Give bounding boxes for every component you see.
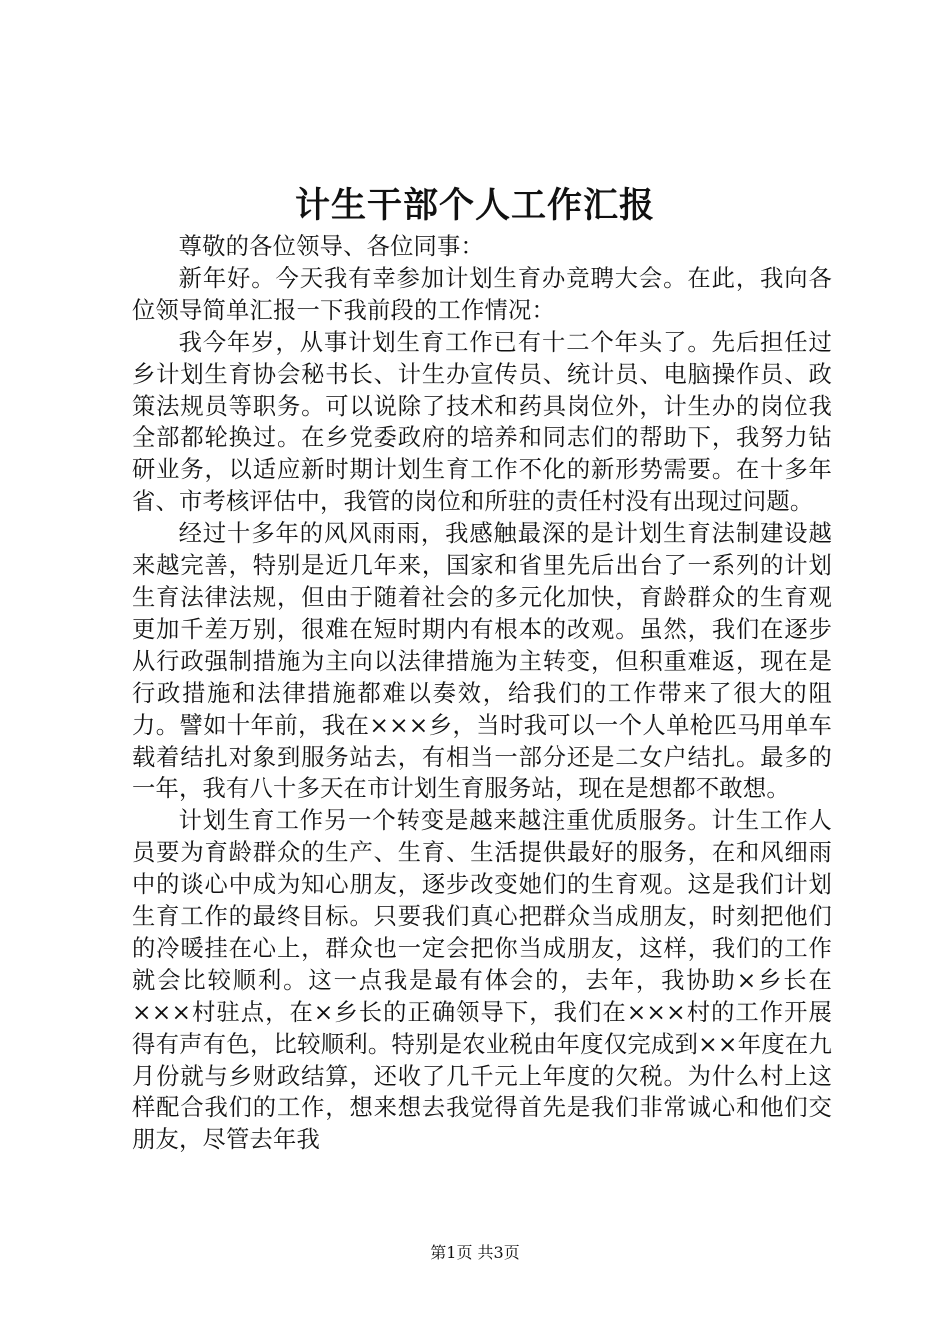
paragraph-salutation: 尊敬的各位领导、各位同事： [178,233,485,260]
document-title: 计生干部个人工作汇报 [294,185,655,226]
document-body [132,231,832,1156]
page-footer: 第1页 共3页 [430,1243,520,1262]
paragraph-greeting: 新年好。今天我有幸参加计划生育办竞聘大会。在此，我向各位领导简单汇报一下我前段的工作情况： [132,264,832,324]
paragraph-legal-changes: 经过十多年的风风雨雨，我感触最深的是计划生育法制建设越来越完善，特别是近几年来，国家和省里先后出台了一系列的计划生育法律法规，但由于随着社会的多元化加快，育龄群众的生育观更加千差万别，很难在短时期内有根本的改观。虽然，我们在逐步从行政强制措施为主向以法律措施为主转变，但积重难返，现在是行政措施和法律措施都难以奏效，给我们的工作带来了很大的阻力。譬如十年前，我在×××乡，当时我可以一个人单枪匹马用单车载着结扎对象到服务站去，有相当一部分还是二女户结扎。最多的一年，我有八十多天在市计划生育服务站，现在是想都不敢想。 [132,520,832,803]
paragraph-experience: 我今年岁，从事计划生育工作已有十二个年头了。先后担任过乡计划生育协会秘书长、计生办宣传员、统计员、电脑操作员、政策法规员等职务。可以说除了技术和药具岗位外，计生办的岗位我全部都轮换过。在乡党委政府的培养和同志们的帮助下，我努力钻研业务，以适应新时期计划生育工作不化的新形势需要。在十多年省、市考核评估中，我管的岗位和所驻的责任村没有出现过问题。 [132,328,832,516]
paragraph-quality-service: 计划生育工作另一个转变是越来越注重优质服务。计生工作人员要为育龄群众的生产、生育、生活提供最好的服务，在和风细雨中的谈心中成为知心朋友，逐步改变她们的生育观。这是我们计划生育工作的最终目标。只要我们真心把群众当成朋友，时刻把他们的冷暖挂在心上，群众也一定会把你当成朋友，这样，我们的工作就会比较顺利。这一点我是最有体会的，去年，我协助×乡长在×××村驻点，在×乡长的正确领导下，我们在×××村的工作开展得有声有色，比较顺利。特别是农业税由年度仅完成到××年度在九月份就与乡财政结算，还收了几千元上年度的欠税。为什么村上这样配合我们的工作，想来想去我觉得首先是我们非常诚心和他们交朋友，尽管去年我 [132,807,832,1154]
